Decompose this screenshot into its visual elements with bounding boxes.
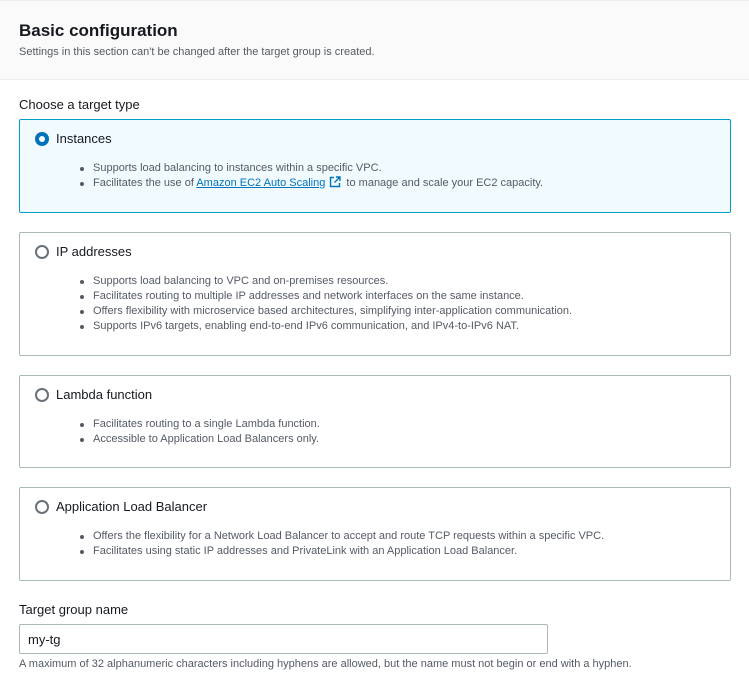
bullet-item: Offers the flexibility for a Network Load Balancer to accept and route TCP requests within a specific VPC.	[93, 530, 605, 542]
radio-ip-addresses[interactable]	[35, 245, 49, 259]
section-description: Settings in this section can't be changed after the target group is created.	[19, 46, 375, 58]
target-type-label: Choose a target type	[19, 97, 140, 112]
option-bullets	[93, 161, 543, 193]
option-title: IP addresses	[56, 244, 132, 259]
target-group-name-input[interactable]	[19, 624, 548, 654]
external-link-icon[interactable]	[329, 176, 341, 193]
bullet-item: Supports load balancing to instances within a specific VPC.	[93, 161, 543, 176]
bullet-item: Facilitates routing to multiple IP addresses and network interfaces on the same instance.	[93, 289, 572, 304]
radio-instances[interactable]	[35, 132, 49, 146]
radio-application-load-balancer[interactable]	[35, 500, 49, 514]
section-header	[0, 0, 749, 80]
target-type-option-ip-addresses[interactable]	[19, 232, 731, 356]
bullet-item: Facilitates routing to a single Lambda function.	[93, 418, 320, 430]
target-group-name-hint: A maximum of 32 alphanumeric characters including hyphens are allowed, but the name must not begin or end with a hyphen.	[19, 658, 632, 670]
section-title: Basic configuration	[19, 21, 178, 40]
option-bullets	[93, 274, 572, 334]
bullet-item: Offers flexibility with microservice based architectures, simplifying inter-application communication.	[93, 305, 573, 317]
bullet-prefix: Facilitates the use of	[93, 177, 197, 189]
bullet-item: Accessible to Application Load Balancers only.	[93, 433, 320, 445]
option-bullets	[93, 417, 320, 447]
target-type-option-lambda-function[interactable]	[19, 375, 731, 468]
option-title: Lambda function	[56, 387, 153, 402]
option-title: Application Load Balancer	[56, 499, 208, 514]
radio-lambda-function[interactable]	[35, 388, 49, 402]
bullet-item	[93, 176, 543, 193]
target-group-name-label: Target group name	[19, 602, 129, 617]
bullet-item: Supports IPv6 targets, enabling end-to-end IPv6 communication, and IPv4-to-IPv6 NAT.	[93, 319, 572, 334]
target-type-option-instances[interactable]	[19, 119, 731, 213]
bullet-item: Facilitates using static IP addresses and PrivateLink with an Application Load Balancer.	[93, 544, 604, 559]
option-title: Instances	[56, 131, 112, 146]
bullet-suffix: to manage and scale your EC2 capacity.	[343, 177, 544, 189]
target-type-option-application-load-balancer[interactable]	[19, 487, 731, 581]
bullet-item: Supports load balancing to VPC and on-premises resources.	[93, 274, 572, 289]
option-bullets	[93, 529, 604, 559]
amazon-ec2-auto-scaling-link[interactable]: Amazon EC2 Auto Scaling	[196, 177, 326, 189]
